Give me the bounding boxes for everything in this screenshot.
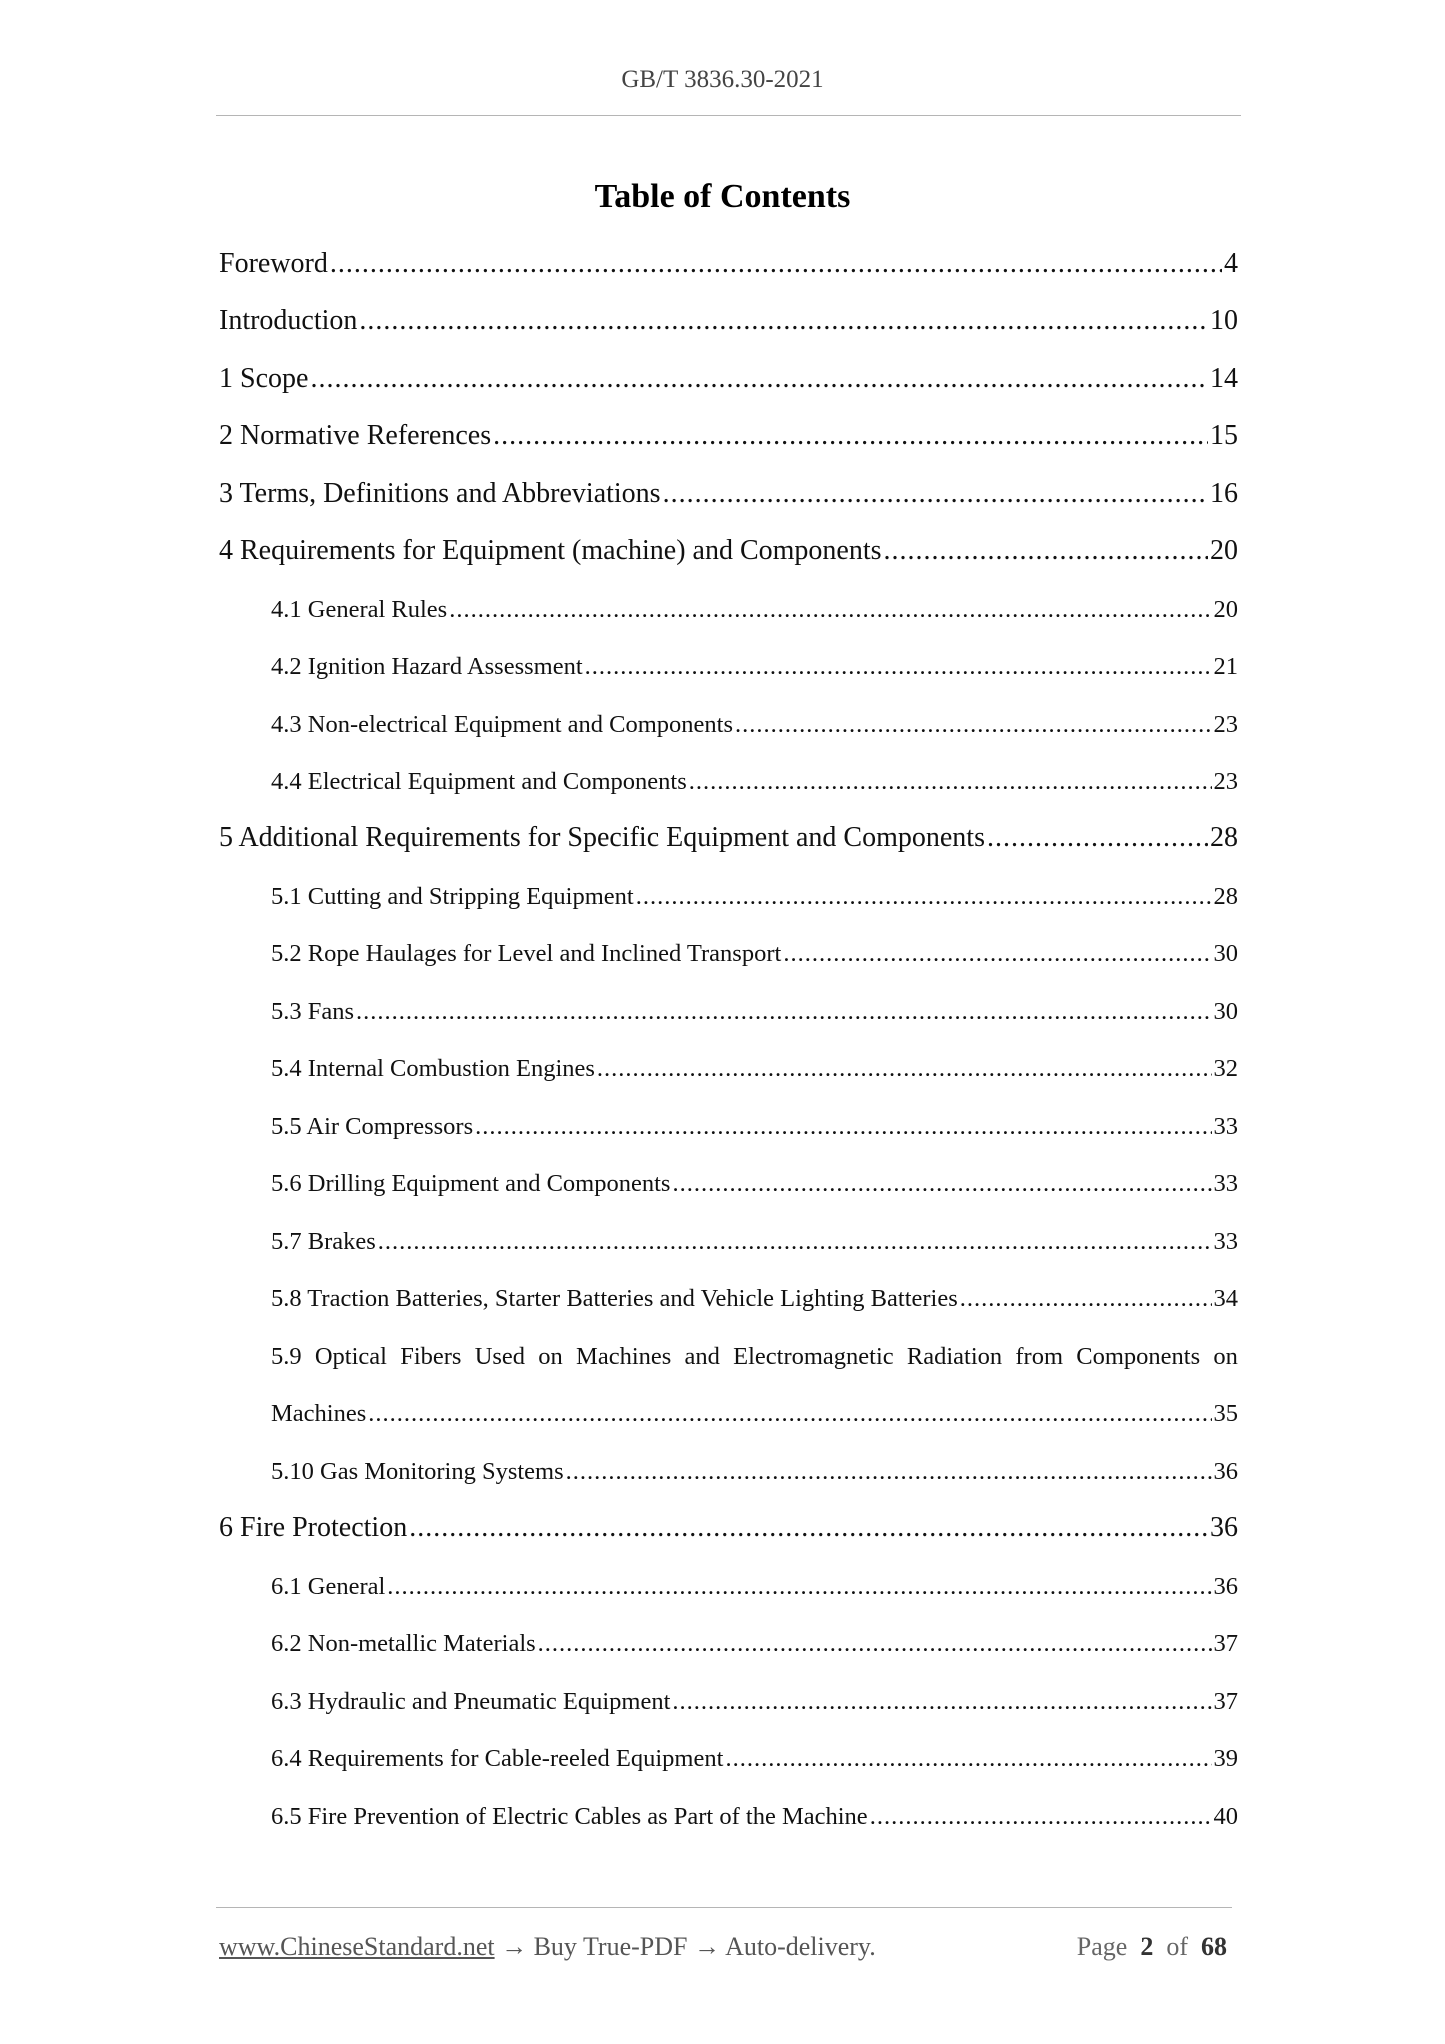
toc-entry-label: 4.1 General Rules	[271, 596, 448, 623]
toc-leader-dots	[725, 1745, 1211, 1773]
toc-entry-label: 5.8 Traction Batteries, Starter Batteries and Vehicle Lighting Batteries	[271, 1285, 958, 1312]
toc-leader-dots	[538, 1630, 1212, 1658]
toc-entry-label: 5.10 Gas Monitoring Systems	[271, 1458, 564, 1485]
toc-entry-label: 5.5 Air Compressors	[271, 1113, 474, 1140]
toc-entry-label: Introduction	[219, 305, 358, 336]
toc-entry-page: 16	[1210, 478, 1238, 509]
toc-word: on	[1213, 1343, 1238, 1370]
footer-divider	[216, 1907, 1232, 1908]
toc-leader-dots	[987, 822, 1208, 854]
toc-leader-dots	[449, 596, 1211, 624]
toc-entry-page: 14	[1210, 363, 1238, 394]
toc-entry-4-4[interactable]	[271, 768, 1238, 796]
toc-word: Fibers	[400, 1343, 462, 1370]
toc-entry-5-8[interactable]	[271, 1285, 1238, 1313]
toc-entry-label: 6.1 General	[271, 1573, 386, 1600]
toc-entry-label: 4.4 Electrical Equipment and Components	[271, 768, 687, 795]
toc-leader-dots	[870, 1803, 1212, 1831]
toc-leader-dots	[672, 1170, 1211, 1198]
toc-title: Table of Contents	[594, 178, 851, 215]
toc-entry-label: 4.2 Ignition Hazard Assessment	[271, 653, 583, 680]
total-pages: 68	[1201, 1932, 1227, 1961]
toc-entry-page: 34	[1213, 1285, 1238, 1312]
toc-entry-page: 36	[1213, 1573, 1238, 1600]
toc-word: Components	[1076, 1343, 1201, 1370]
toc-entry-normative-references[interactable]	[219, 420, 1238, 452]
toc-word: from	[1015, 1343, 1064, 1370]
toc-leader-dots	[597, 1055, 1212, 1083]
toc-entry-page: 23	[1213, 768, 1238, 795]
toc-entry-page: 28	[1213, 883, 1238, 910]
toc-entry-section-4[interactable]	[219, 535, 1238, 567]
toc-leader-dots	[585, 653, 1212, 681]
toc-entry-page: 30	[1213, 998, 1238, 1025]
toc-entry-terms[interactable]	[219, 478, 1238, 510]
of-word: of	[1166, 1932, 1188, 1961]
toc-leader-dots	[689, 768, 1212, 796]
toc-entry-page: 23	[1213, 711, 1238, 738]
toc-entry-page: 37	[1213, 1688, 1238, 1715]
toc-leader-dots	[330, 248, 1222, 280]
toc-word: Electromagnetic	[733, 1343, 894, 1370]
toc-word: Optical	[314, 1343, 387, 1370]
running-header: GB/T 3836.30-2021	[621, 66, 824, 93]
toc-leader-dots	[359, 305, 1208, 337]
toc-entry-label: 6.5 Fire Prevention of Electric Cables as Part of the Machine	[271, 1803, 868, 1830]
toc-word: and	[684, 1343, 720, 1370]
toc-entry-label: 5 Additional Requirements for Specific Equipment and Components	[219, 822, 985, 853]
toc-entry-introduction[interactable]	[219, 305, 1238, 337]
toc-leader-dots	[783, 940, 1211, 968]
toc-word: Radiation	[906, 1343, 1003, 1370]
toc-leader-dots	[663, 478, 1208, 510]
toc-leader-dots	[636, 883, 1212, 911]
toc-entry-page: 37	[1213, 1630, 1238, 1657]
toc-entry-page: 10	[1210, 305, 1238, 336]
footer-promo	[219, 1932, 876, 1962]
toc-entry-label: 5.4 Internal Combustion Engines	[271, 1055, 595, 1082]
toc-entry-page: 36	[1213, 1458, 1238, 1485]
toc-leader-dots	[884, 535, 1208, 567]
toc-entry-4-2[interactable]	[271, 653, 1238, 681]
toc-entry-page: 20	[1213, 596, 1238, 623]
toc-entry-section-6[interactable]	[219, 1512, 1238, 1544]
toc-entry-label: 4 Requirements for Equipment (machine) and Components	[219, 535, 882, 566]
toc-entry-section-5[interactable]	[219, 822, 1238, 854]
toc-entry-page: 21	[1213, 653, 1238, 680]
toc-entry-5-4[interactable]	[271, 1055, 1238, 1083]
toc-entry-page: 15	[1210, 420, 1238, 451]
toc-entry-5-10[interactable]	[271, 1458, 1238, 1486]
toc-entry-label: 6 Fire Protection	[219, 1512, 408, 1543]
buy-text: Buy True-PDF	[533, 1932, 688, 1961]
toc-entry-page: 33	[1213, 1228, 1238, 1255]
toc-entry-page: 4	[1224, 248, 1238, 279]
toc-entry-6-4[interactable]	[271, 1745, 1238, 1773]
toc-entry-5-9-line2[interactable]	[271, 1400, 1238, 1428]
arrow-right-icon: →	[694, 1932, 720, 1961]
toc-entry-label: 5.6 Drilling Equipment and Components	[271, 1170, 671, 1197]
page-word: Page	[1076, 1932, 1128, 1961]
toc-entry-6-5[interactable]	[271, 1803, 1238, 1831]
toc-entry-page: 30	[1213, 940, 1238, 967]
toc-entry-6-2[interactable]	[271, 1630, 1238, 1658]
toc-entry-label: 6.3 Hydraulic and Pneumatic Equipment	[271, 1688, 671, 1715]
toc-word: on	[538, 1343, 563, 1370]
toc-entry-page: 20	[1210, 535, 1238, 566]
toc-leader-dots	[409, 1512, 1208, 1544]
toc-entry-5-9-line1[interactable]	[271, 1343, 1238, 1371]
toc-leader-dots	[960, 1285, 1212, 1313]
arrow-right-icon: →	[501, 1932, 528, 1961]
toc-entry-label: Machines	[271, 1400, 367, 1427]
toc-leader-dots	[735, 711, 1212, 739]
page-counter	[1077, 1932, 1227, 1962]
toc-entry-label: 4.3 Non-electrical Equipment and Components	[271, 711, 733, 738]
toc-entry-page: 33	[1213, 1113, 1238, 1140]
toc-leader-dots	[387, 1573, 1211, 1601]
current-page: 2	[1140, 1932, 1154, 1961]
toc-word: Used	[474, 1343, 526, 1370]
toc-entry-6-3[interactable]	[271, 1688, 1238, 1716]
toc-entry-page: 39	[1213, 1745, 1238, 1772]
toc-leader-dots	[356, 998, 1211, 1026]
toc-entry-page: 35	[1213, 1400, 1238, 1427]
toc-entry-label: 5.7 Brakes	[271, 1228, 376, 1255]
toc-entry-5-2[interactable]	[271, 940, 1238, 968]
site-link[interactable]: www.ChineseStandard.net	[219, 1932, 495, 1961]
toc-leader-dots	[493, 420, 1208, 452]
toc-entry-foreword[interactable]	[219, 248, 1238, 280]
toc-entry-label: 3 Terms, Definitions and Abbreviations	[219, 478, 661, 509]
toc-entry-4-3[interactable]	[271, 711, 1238, 739]
delivery-text: Auto-delivery.	[725, 1932, 876, 1961]
toc-entry-label: 5.2 Rope Haulages for Level and Inclined Transport	[271, 940, 782, 967]
toc-entry-label: 5.1 Cutting and Stripping Equipment	[271, 883, 634, 910]
toc-entry-6-1[interactable]	[271, 1573, 1238, 1601]
toc-entry-5-1[interactable]	[271, 883, 1238, 911]
toc-word: Machines	[576, 1343, 672, 1370]
toc-entry-page: 32	[1213, 1055, 1238, 1082]
toc-entry-scope[interactable]	[219, 363, 1238, 395]
toc-leader-dots	[378, 1228, 1212, 1256]
toc-entry-page: 28	[1210, 822, 1238, 853]
toc-leader-dots	[566, 1458, 1212, 1486]
toc-entry-page: 36	[1210, 1512, 1238, 1543]
toc-leader-dots	[368, 1400, 1211, 1428]
toc-entry-label: 6.4 Requirements for Cable-reeled Equipment	[271, 1745, 724, 1772]
toc-leader-dots	[475, 1113, 1211, 1141]
toc-entry-5-3[interactable]	[271, 998, 1238, 1026]
toc-entry-label: 2 Normative References	[219, 420, 492, 451]
toc-entry-4-1[interactable]	[271, 596, 1238, 624]
toc-entry-5-7[interactable]	[271, 1228, 1238, 1256]
toc-entry-page: 33	[1213, 1170, 1238, 1197]
toc-entry-label: 5.3 Fans	[271, 998, 355, 1025]
toc-word: 5.9	[271, 1343, 302, 1370]
toc-entry-label: 6.2 Non-metallic Materials	[271, 1630, 536, 1657]
toc-entry-page: 40	[1213, 1803, 1238, 1830]
toc-entry-label: 1 Scope	[219, 363, 309, 394]
toc-leader-dots	[672, 1688, 1211, 1716]
toc-entry-5-6[interactable]	[271, 1170, 1238, 1198]
toc-leader-dots	[310, 363, 1208, 395]
toc-entry-5-5[interactable]	[271, 1113, 1238, 1141]
toc-entry-label: Foreword	[219, 248, 328, 279]
